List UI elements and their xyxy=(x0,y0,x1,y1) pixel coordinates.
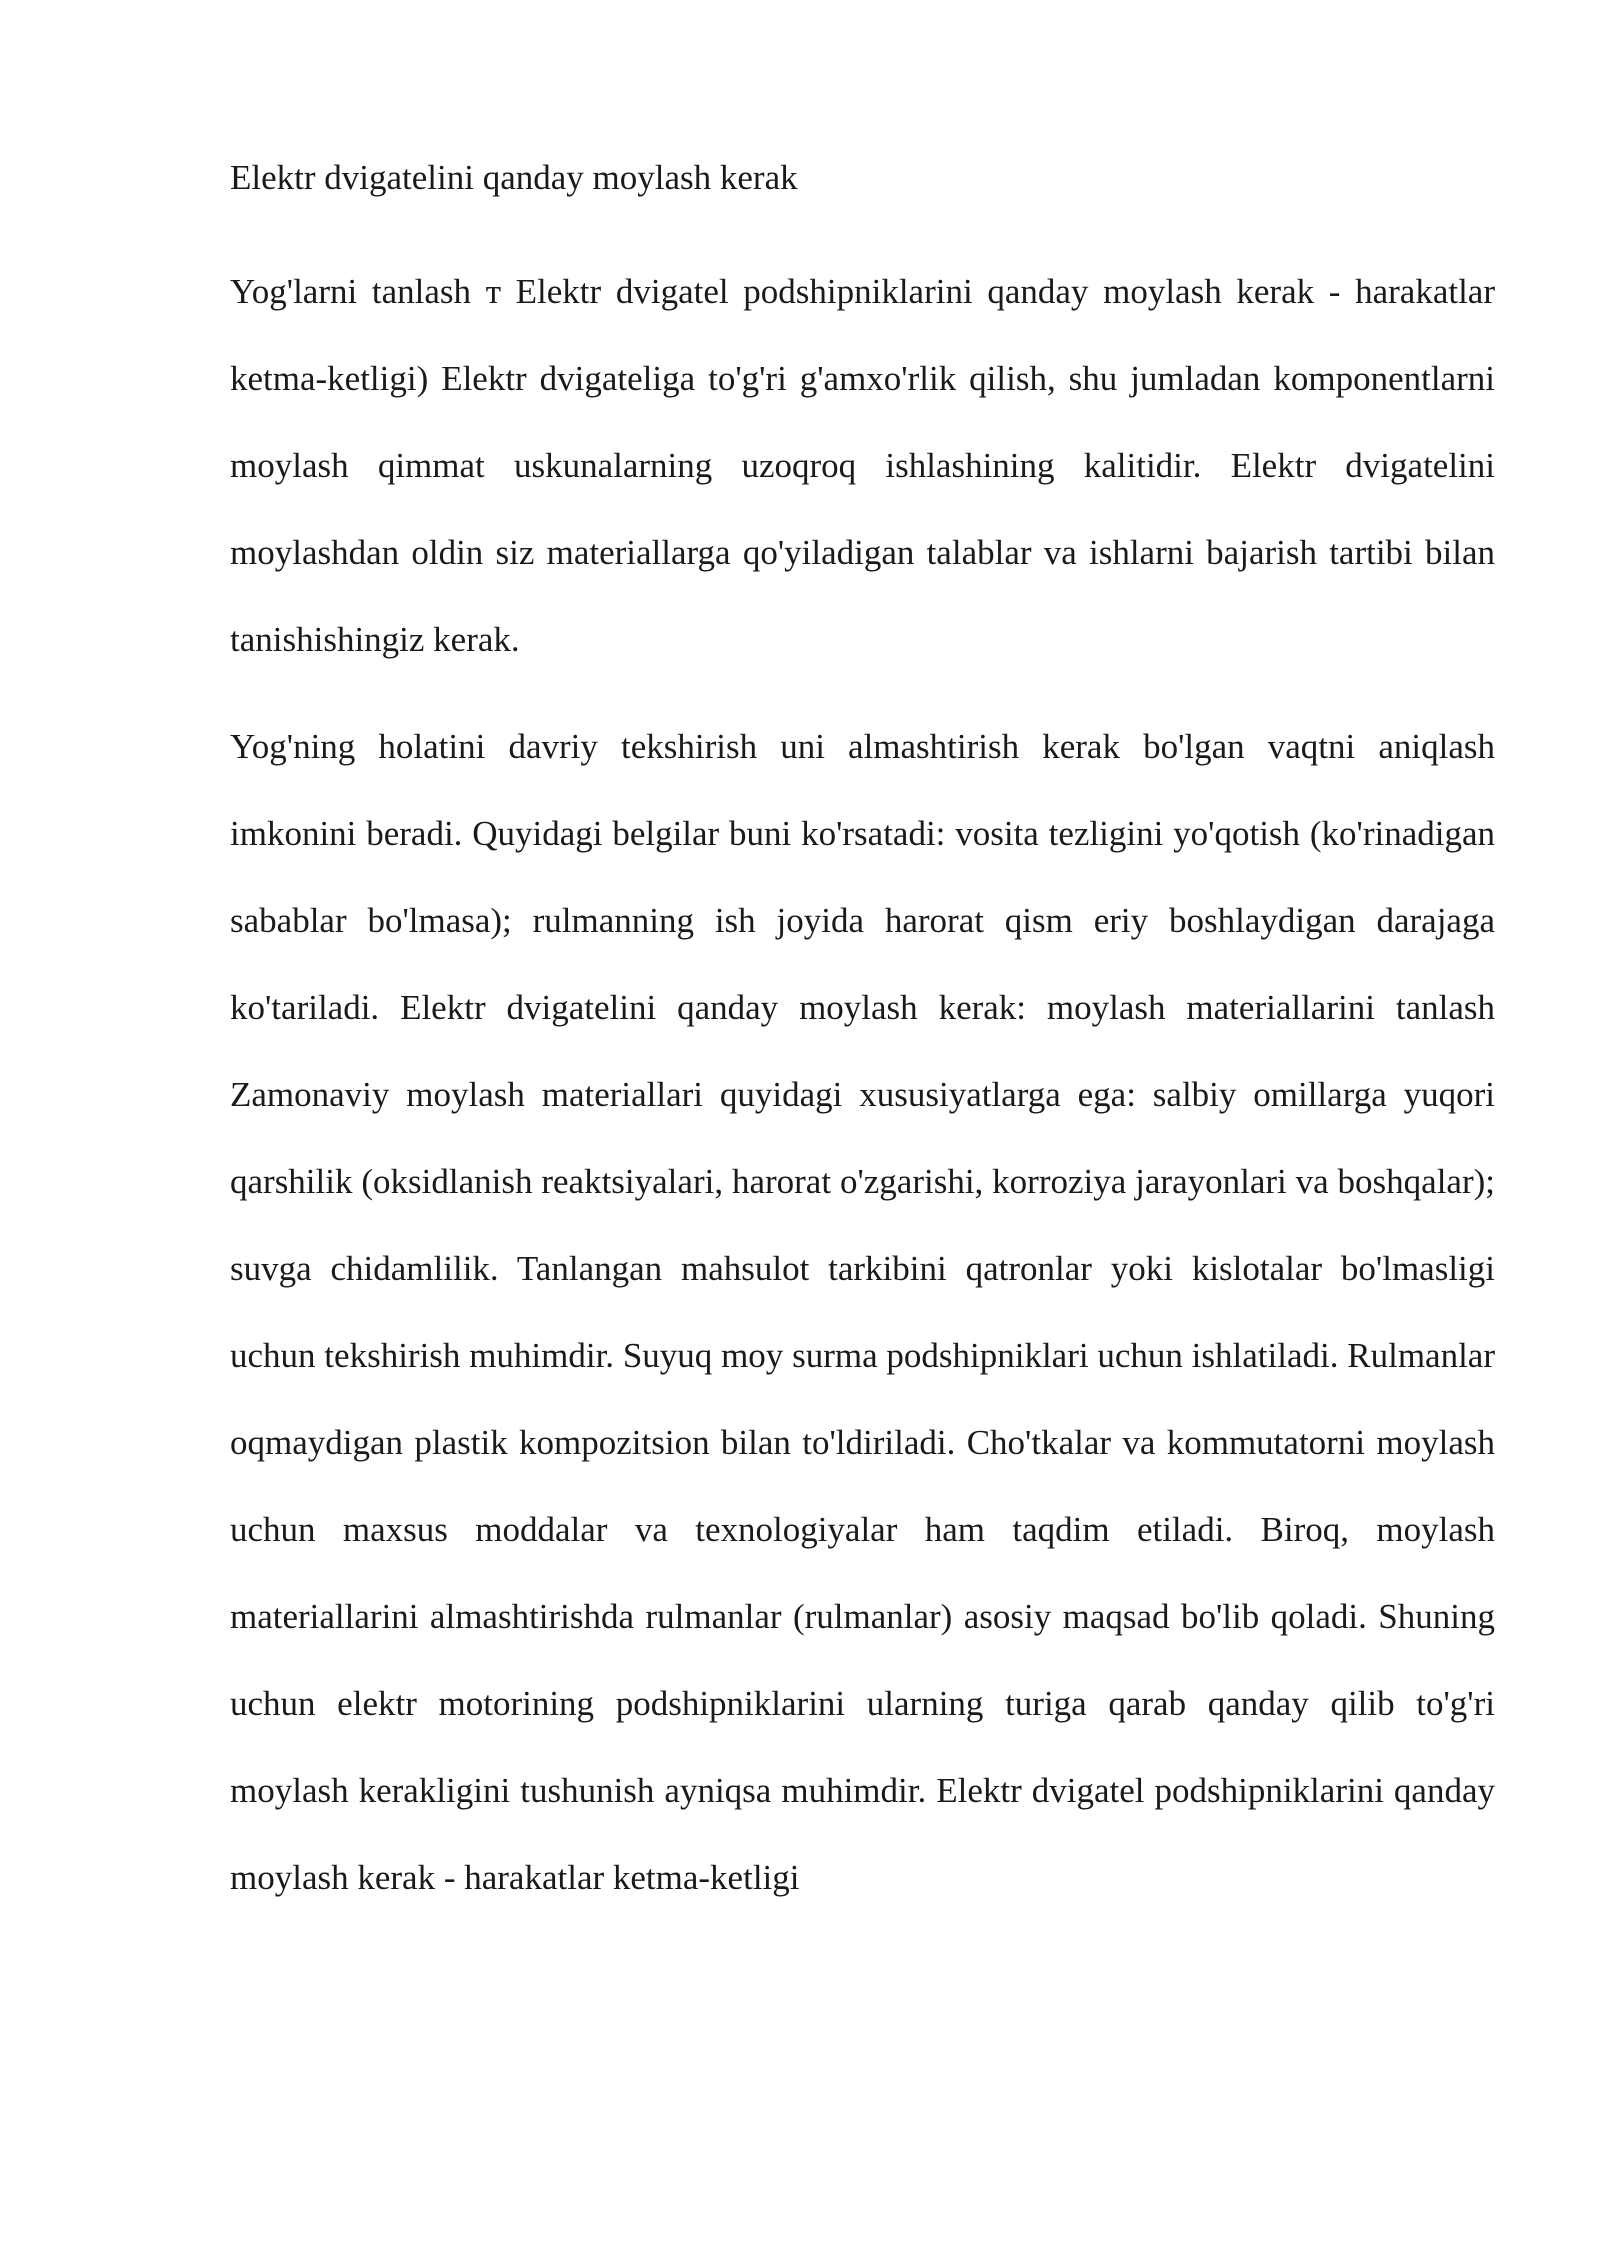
document-title: Elektr dvigatelini qanday moylash kerak xyxy=(230,158,798,197)
paragraph-1: Yog'larni tanlash т Elektr dvigatel podshipniklarini qanday moylash kerak - harakatlar ketma-ketligi) Elektr dvigateliga to'g'ri g'amxo'rlik qilish, shu jumladan komponentlarni moylash qimmat uskunalarning uzoqroq ishlashining kalitidir. Elektr dvigatelini moylashdan oldin siz materiallarga qo'yiladigan talablar va ishlarni bajarish tartibi bilan tanishishingiz kerak. xyxy=(230,272,1495,659)
paragraph-2: Yog'ning holatini davriy tekshirish uni almashtirish kerak bo'lgan vaqtni aniqlash imkonini beradi. Quyidagi belgilar buni ko'rsatadi: vosita tezligini yo'qotish (ko'rinadigan sabablar bo'lmasa); rulmanning ish joyida harorat qism eriy boshlaydigan darajaga ko'tariladi. Elektr dvigatelini qanday moylash kerak: moylash materiallarini tanlash Zamonaviy moylash materiallari quyidagi xususiyatlarga ega: salbiy omillarga yuqori qarshilik (oksidlanish reaktsiyalari, harorat o'zgarishi, korroziya jarayonlari va boshqalar); suvga chidamlilik. Tanlangan mahsulot tarkibini qatronlar yoki kislotalar bo'lmasligi uchun tekshirish muhimdir. Suyuq moy surma podshipniklari uchun ishlatiladi. Rulmanlar oqmaydigan plastik kompozitsion bilan to'ldiriladi. Cho'tkalar va kommutatorni moylash uchun maxsus moddalar va texnologiyalar ham taqdim etiladi. Biroq, moylash materiallarini almashtirishda rulmanlar (rulmanlar) asosiy maqsad bo'lib qoladi. Shuning uchun elektr motorining podshipniklarini ularning turiga qarab qanday qilib to'g'ri moylash kerakligini tushunish ayniqsa muhimdir. Elektr dvigatel podshipniklarini qanday moylash kerak - harakatlar ketma-ketligi xyxy=(230,727,1495,1897)
document-body xyxy=(230,148,1495,1941)
